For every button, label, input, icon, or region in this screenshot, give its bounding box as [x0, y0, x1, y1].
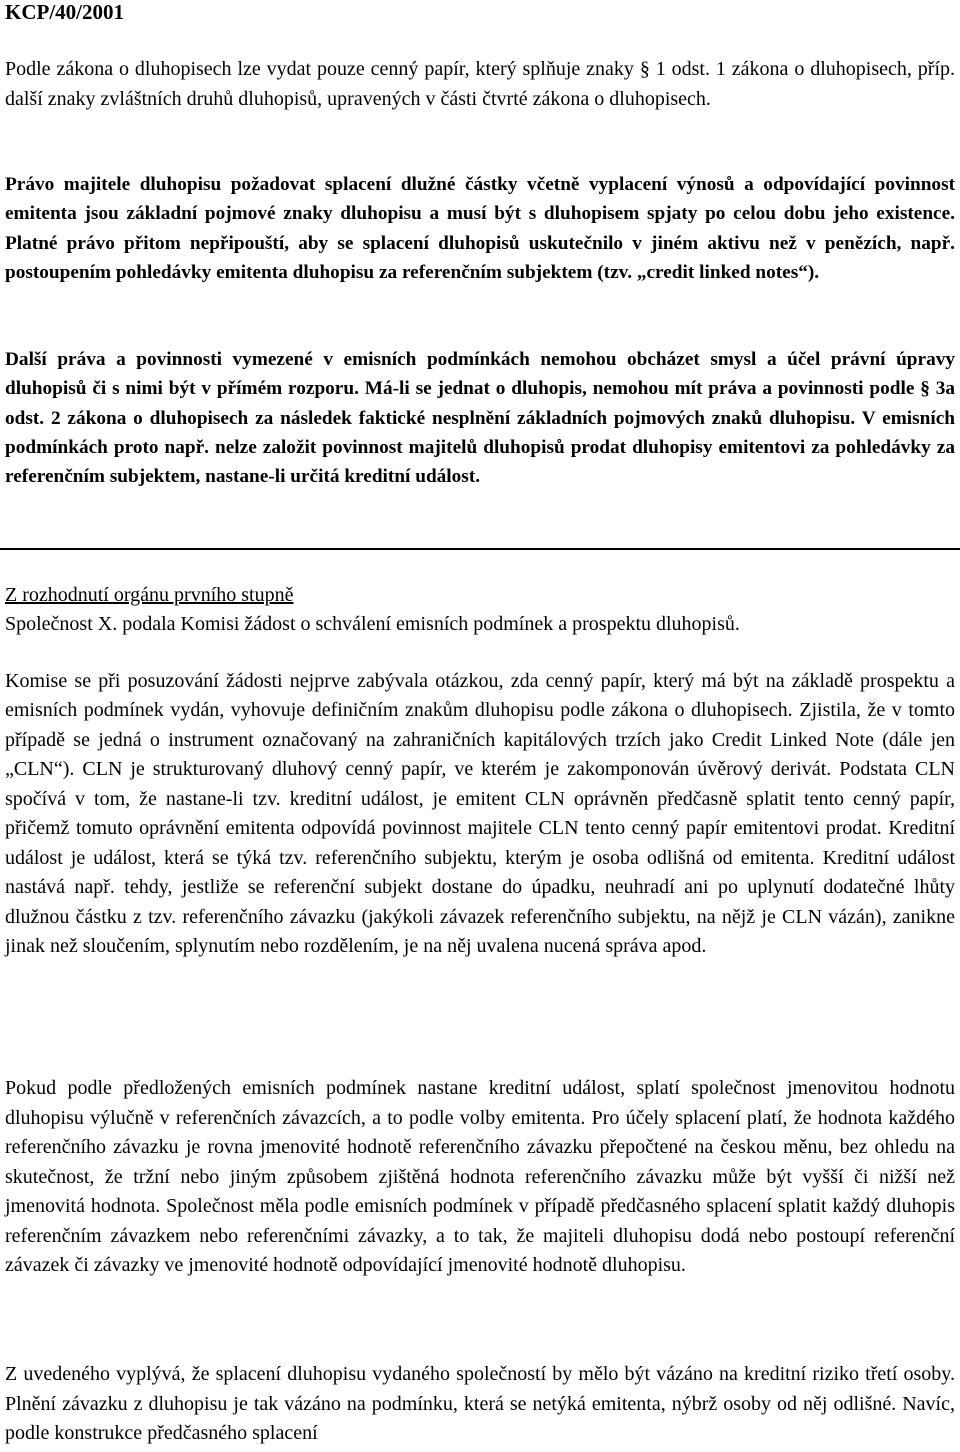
section-divider	[0, 548, 960, 550]
section-heading: Z rozhodnutí orgánu prvního stupně	[5, 584, 294, 606]
intro-paragraph-2: Právo majitele dluhopisu požadovat splacení dlužné částky včetně vyplacení výnosů a odpovídající povinnost emitenta jsou základní pojmové znaky dluhopisu a musí být s dluhopisem spjaty po celou dobu jeho existence. Platné právo přitom nepřipouští, aby se splacení dluhopisů uskutečnilo v jiném aktivu než v penězích, např. postoupením pohledávky emitenta dluhopisu za referenčním subjektem (tzv. „credit linked notes“).	[5, 174, 955, 283]
decision-paragraph-3: Pokud podle předložených emisních podmínek nastane kreditní událost, splatí společnost jmenovitou hodnotu dluhopisu výlučně v referenčních závazcích, a to podle volby emitenta. Pro účely splacení platí, že hodnota každého referenčního závazku je rovna jmenovité hodnotě referenčního závazku přepočtené na českou měnu, bez ohledu na skutečnost, že tržní nebo jiným způsobem zjištěná hodnota referenčního závazku může být vyšší či nižší než jmenovitá hodnota. Společnost měla podle emisních podmínek v případě předčasného splacení splatit každý dluhopis referenčním závazkem nebo referenčními závazky, a to tak, že majiteli dluhopisu dodá nebo postoupí referenční závazek či závazky ve jmenovité hodnotě odpovídající jmenovité hodnotě dluhopisu.	[5, 1077, 955, 1276]
document-id: KCP/40/2001	[5, 0, 124, 24]
decision-paragraph-2: Komise se při posuzování žádosti nejprve zabývala otázkou, zda cenný papír, který má být na základě prospektu a emisních podmínek vydán, vyhovuje definičním znakům dluhopisu podle zákona o dluhopisech. Zjistila, že v tomto případě se jedná o instrument označovaný na zahraničních kapitálových trzích jako Credit Linked Note (dále jen „CLN“). CLN je strukturovaný dluhový cenný papír, ve kterém je zakomponován úvěrový derivát. Podstata CLN spočívá v tom, že nastane-li tzv. kreditní událost, je emitent CLN oprávněn předčasně splatit tento cenný papír, přičemž tomuto oprávnění emitenta odpovídá povinnost majitele CLN tento cenný papír emitentovi prodat. Kreditní událost je událost, která se týká tzv. referenčního subjektu, kterým je osoba odlišná od emitenta. Kreditní událost nastává např. tehdy, jestliže se referenční subjekt dostane do úpadku, neuhradí ani po uplynutí dodatečné lhůty dlužnou částku z tzv. referenčního závazku (jakýkoli závazek referenčního subjektu, na nějž je CLN vázán), zanikne jinak než sloučením, splynutím nebo rozdělením, je na něj uvalena nucená správa apod.	[5, 670, 955, 958]
decision-paragraph-4: Z uvedeného vyplývá, že splacení dluhopisu vydaného společností by mělo být vázáno na kreditní riziko třetí osoby. Plnění závazku z dluhopisu je tak vázáno na podmínku, která se netýká emitenta, nýbrž osoby od něj odlišné. Navíc, podle konstrukce předčasného splacení	[5, 1363, 955, 1444]
intro-paragraph-3: Další práva a povinnosti vymezené v emisních podmínkách nemohou obcházet smysl a účel právní úpravy dluhopisů či s nimi být v přímém rozporu. Má-li se jednat o dluhopis, nemohou mít práva a povinnosti podle § 3a odst. 2 zákona o dluhopisech za následek faktické nesplnění základních pojmových znaků dluhopisu. V emisních podmínkách proto např. nelze založit povinnost majitelů dluhopisů prodat dluhopisy emitentovi za pohledávky za referenčním subjektem, nastane-li určitá kreditní událost.	[5, 349, 955, 488]
intro-paragraph-1: Podle zákona o dluhopisech lze vydat pouze cenný papír, který splňuje znaky § 1 odst. 1 zákona o dluhopisech, příp. další znaky zvláštních druhů dluhopisů, upravených v části čtvrté zákona o dluhopisech.	[5, 58, 955, 110]
decision-paragraph-1: Společnost X. podala Komisi žádost o schválení emisních podmínek a prospektu dluhopisů.	[5, 613, 740, 635]
